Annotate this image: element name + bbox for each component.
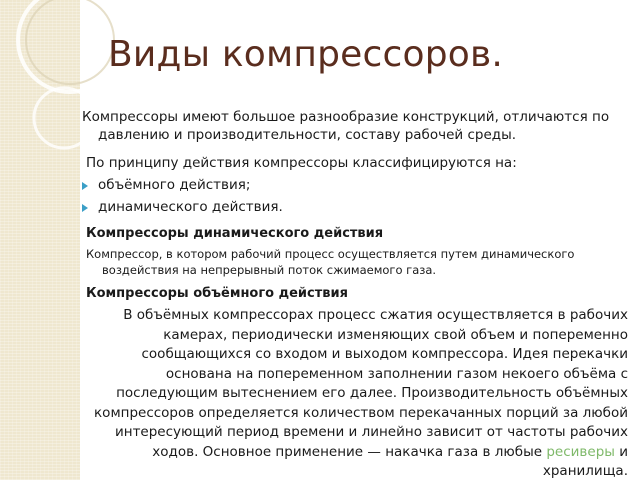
receivers-link[interactable]: ресиверы	[546, 443, 615, 460]
classification-lead: По принципу действия компрессоры классифицируются на:	[86, 155, 517, 171]
volumetric-heading: Компрессоры объёмного действия	[86, 286, 348, 301]
bullet-item-volumetric	[82, 174, 628, 196]
bullet-arrow-icon	[82, 204, 88, 212]
volumetric-paragraph	[82, 306, 628, 480]
slide-title: Виды компрессоров.	[108, 34, 504, 75]
bullet-item-dynamic	[82, 196, 628, 218]
dynamic-paragraph: Компрессор, в котором рабочий процесс осуществляется путем динамического воздействия на непрерывный поток сжимаемого газа.	[86, 247, 575, 277]
slide-content	[82, 108, 628, 480]
volumetric-text-end: и хранилища.	[542, 443, 628, 479]
bullet-list	[82, 174, 628, 218]
bullet-text: динамического действия.	[98, 199, 283, 215]
intro-paragraph: Компрессоры имеют большое разнообразие конструкций, отличаются по давлению и производительности, составу рабочей среды.	[82, 109, 610, 143]
bullet-text: объёмного действия;	[98, 177, 251, 193]
dynamic-heading: Компрессоры динамического действия	[86, 226, 384, 241]
bullet-arrow-icon	[82, 182, 88, 190]
volumetric-text: В объёмных компрессорах процесс сжатия осуществляется в рабочих камерах, периодически изменяющих свой объем и попеременно сообщающихся со входом и выходом компрессора. Идея перекачки основана на попеременном заполнении газом некоего объёма с последующим вытеснением его далее. Производительность объёмных компрессоров определяется количеством перекачанных порций за любой интересующий период времени и линейно зависит от частоты рабочих ходов. Основное применение — накачка газа в любые	[94, 307, 628, 460]
